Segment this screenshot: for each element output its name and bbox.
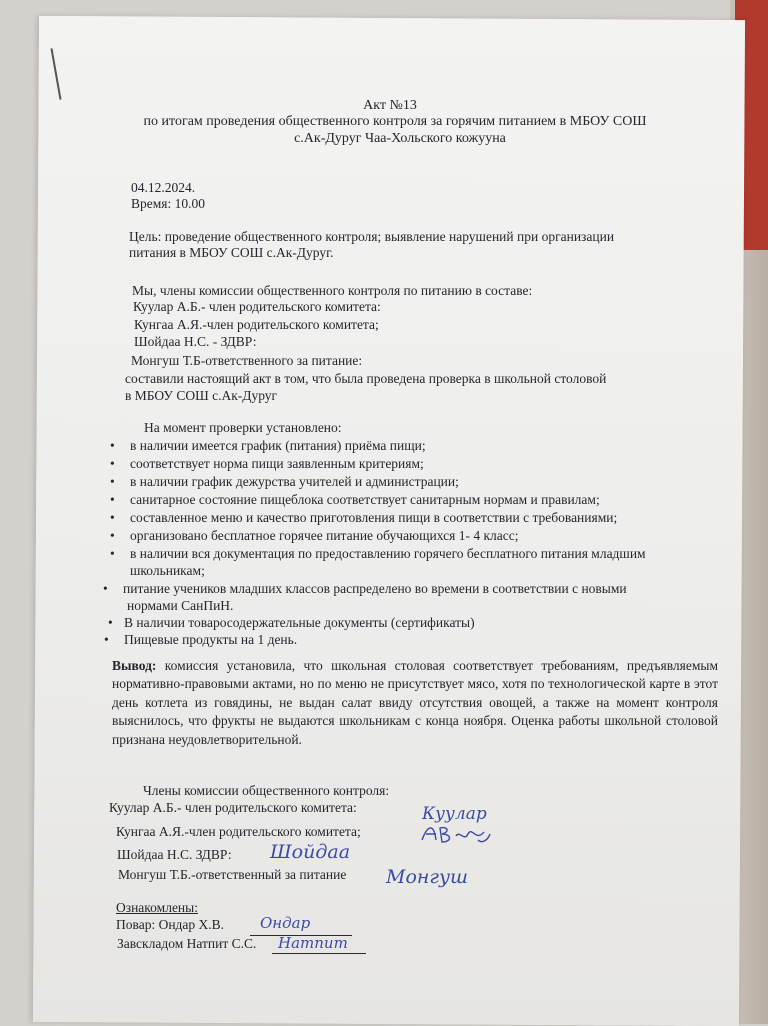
- act-subtitle-line1: по итогам проведения общественного контроля за горячим питанием в МБОУ СОШ: [143, 114, 647, 129]
- svg-text:Куулар: Куулар: [422, 804, 487, 824]
- finding-item: • В наличии товаросодержательные документы (сертификаты): [108, 615, 475, 630]
- finding-item: • соответствует норма пищи заявленным критериям;: [110, 456, 424, 471]
- handwritten-signature-natpit: [276, 932, 356, 954]
- goal-line2: питания в МБОУ СОШ с.Ак-Дуруг.: [129, 245, 334, 260]
- act-time: Время: 10.00: [131, 196, 205, 211]
- signature-row: Шойдаа Н.С. ЗДВР:: [117, 847, 232, 862]
- signatures-heading: Члены комиссии общественного контроля:: [143, 783, 390, 798]
- act-subtitle-line2: с.Ак-Дуруг Чаа-Хольского кожууна: [294, 131, 506, 146]
- conclusion-text: комиссия установила, что школьная столовая соответствует требованиям, предъявляемым нормативно-правовыми актами, но по меню не присутствует мясо, хотя по технологической карте в этот день котлета из говядины, не выдан салат ввиду отсутствия овощей, а также на момент контроля выяснилось, что фрукты не выдаются школьникам с конца ноября. Оценка работы школьной столовой признана неудовлетворительной.: [112, 658, 718, 747]
- finding-item: • в наличии имеется график (питания) приёма пищи;: [110, 438, 426, 453]
- signature-row: Монгуш Т.Б.-ответственный за питание: [118, 867, 347, 882]
- commission-statement-line2: в МБОУ СОШ с.Ак-Дуруг: [125, 388, 278, 403]
- commission-member: Куулар А.Б.- член родительского комитета:: [133, 299, 381, 314]
- finding-item: • в наличии вся документация по предоставлению горячего бесплатного питания младшим: [110, 546, 646, 561]
- goal-line1: Цель: проведение общественного контроля; выявление нарушений при организации: [129, 229, 615, 244]
- finding-item: • в наличии график дежурства учителей и администрации;: [110, 474, 459, 489]
- svg-text:Монгуш: Монгуш: [386, 866, 469, 888]
- finding-item: • Пищевые продукты на 1 день.: [104, 632, 298, 647]
- conclusion-paragraph: [112, 657, 718, 749]
- handwritten-signature-mongush: [384, 862, 474, 890]
- svg-text:Натпит: Натпит: [278, 934, 348, 952]
- svg-text:Шойдаа: Шойдаа: [270, 841, 351, 863]
- findings-intro: На момент проверки установлено:: [144, 420, 342, 435]
- finding-item-continuation: нормами СанПиН.: [127, 598, 234, 613]
- finding-item-continuation: школьникам;: [130, 563, 205, 578]
- commission-statement-line1: составили настоящий акт в том, что была проведена проверка в школьной столовой: [125, 371, 607, 386]
- handwritten-signature-ondar: [258, 912, 328, 934]
- conclusion-label: Вывод:: [112, 658, 157, 673]
- acknowledged-heading: Ознакомлены:: [116, 900, 198, 915]
- finding-item: • санитарное состояние пищеблока соответствует санитарным нормам и правилам;: [110, 492, 600, 507]
- act-date: 04.12.2024.: [131, 180, 196, 195]
- commission-intro: Мы, члены комиссии общественного контроля по питанию в составе:: [132, 283, 533, 298]
- act-title: Акт №13: [363, 98, 417, 113]
- handwritten-signature-kungaa: [418, 820, 493, 848]
- signature-row: Кунгаа А.Я.-член родительского комитета;: [116, 824, 361, 839]
- commission-member: Шойдаа Н.С. - ЗДВР:: [134, 334, 257, 349]
- acknowledged-row: Повар: Ондар Х.В.: [116, 917, 225, 932]
- commission-member: Монгуш Т.Б-ответственного за питание:: [131, 353, 363, 368]
- commission-member: Кунгаа А.Я.-член родительского комитета;: [134, 317, 379, 332]
- handwritten-signature-shoydaa: [268, 838, 368, 864]
- svg-text:Ондар: Ондар: [260, 914, 311, 932]
- signature-row: Куулар А.Б.- член родительского комитета:: [109, 800, 357, 815]
- finding-item: • питание учеников младших классов распределено во времени в соответствии с новыми: [103, 581, 627, 596]
- acknowledged-row: Завскладом Натпит С.С.: [117, 936, 257, 951]
- finding-item: • организовано бесплатное горячее питание обучающихся 1- 4 класс;: [110, 528, 519, 543]
- finding-item: • составленное меню и качество приготовления пищи в соответствии с требованиями;: [110, 510, 618, 525]
